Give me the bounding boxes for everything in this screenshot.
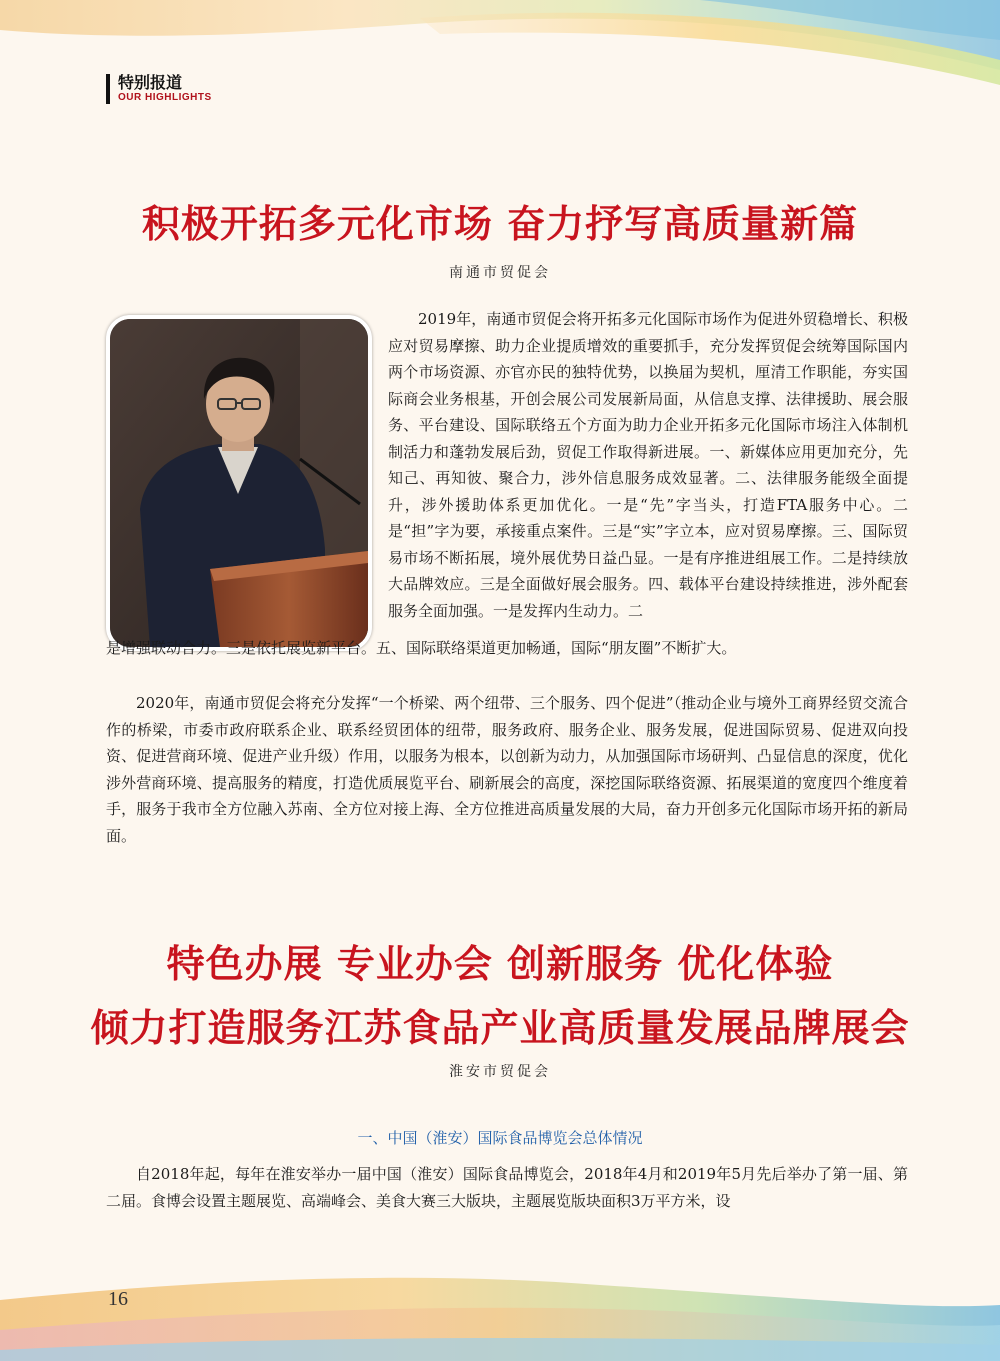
speaker-photo (106, 315, 372, 651)
article1-paragraph-1-continued: 是增强联动合力。三是依托展览新平台。五、国际联络渠道更加畅通，国际“朋友圈”不断扩大。 (106, 639, 737, 657)
bottom-decorative-banner (0, 1240, 1000, 1361)
page-number: 16 (108, 1288, 128, 1310)
section-label: 特别报道 (118, 73, 183, 92)
article1-title: 积极开拓多元化市场 奋力抒写高质量新篇 (141, 201, 859, 246)
article2-subheading: 一、中国（淮安）国际食品博览会总体情况 (357, 1129, 643, 1147)
article1-paragraph-1: 2019年，南通市贸促会将开拓多元化国际市场作为促进外贸稳增长、积极应对贸易摩擦、助力企业提质增效的重要抓手，充分发挥贸促会统筹国际国内两个市场资源、亦官亦民的独特优势，以换届为契机，厘清工作职能，夯实国际商会业务根基，开创会展公司发展新局面，从信息支撑、法律援助、展会服务、平台建设、国际联络五个方面为助力企业开拓多元化国际市场注入体制机制活力和蓬勃发展后劲，贸促工作取得新进展。一、新媒体应用更加充分，先知己、再知彼、聚合力，涉外信息服务成效显著。二、法律服务能级全面提升，涉外援助体系更加优化。一是“先”字当头，打造FTA服务中心。二是“担”字为要，承接重点案件。三是“实”字立本，应对贸易摩擦。三、国际贸易市场不断拓展，境外展优势日益凸显。一是有序推进组展工作。二是持续放大品牌效应。三是全面做好展会服务。四、载体平台建设持续推进，涉外配套服务全面加强。一是发挥内生动力。二 (388, 310, 908, 620)
section-tag (106, 74, 212, 104)
article2-byline: 淮安市贸促会 (449, 1064, 551, 1080)
article2-title-line2: 倾力打造服务江苏食品产业高质量发展品牌展会 (90, 1005, 910, 1050)
article1-paragraph-2: 2020年，南通市贸促会将充分发挥“一个桥梁、两个纽带、三个服务、四个促进”（推动企业与境外工商界经贸交流合作的桥梁，市委市政府联系企业、联系经贸团体的纽带，服务政府、服务企业、服务发展，促进国际贸易、促进双向投资、促进营商环境、促进产业升级）作用，以服务为根本，以创新为动力，从加强国际市场研判、凸显信息的深度，优化涉外营商环境、提高服务的精度，打造优质展览平台、刷新展会的高度，深挖国际联络资源、拓展渠道的宽度四个维度着手，服务于我市全方位融入苏南、全方位对接上海、全方位推进高质量发展的大局，奋力开创多元化国际市场开拓的新局面。 (106, 694, 908, 845)
section-label-english: OUR HIGHLIGHTS (118, 92, 212, 103)
article2-paragraph-1: 自2018年起，每年在淮安举办一届中国（淮安）国际食品博览会，2018年4月和2019年5月先后举办了第一届、第二届。食博会设置主题展览、高端峰会、美食大赛三大版块，主题展览版块面积3万平方米，设 (106, 1165, 908, 1210)
article1-byline: 南通市贸促会 (449, 265, 551, 281)
article2-title-line1: 特色办展 专业办会 创新服务 优化体验 (166, 941, 834, 986)
